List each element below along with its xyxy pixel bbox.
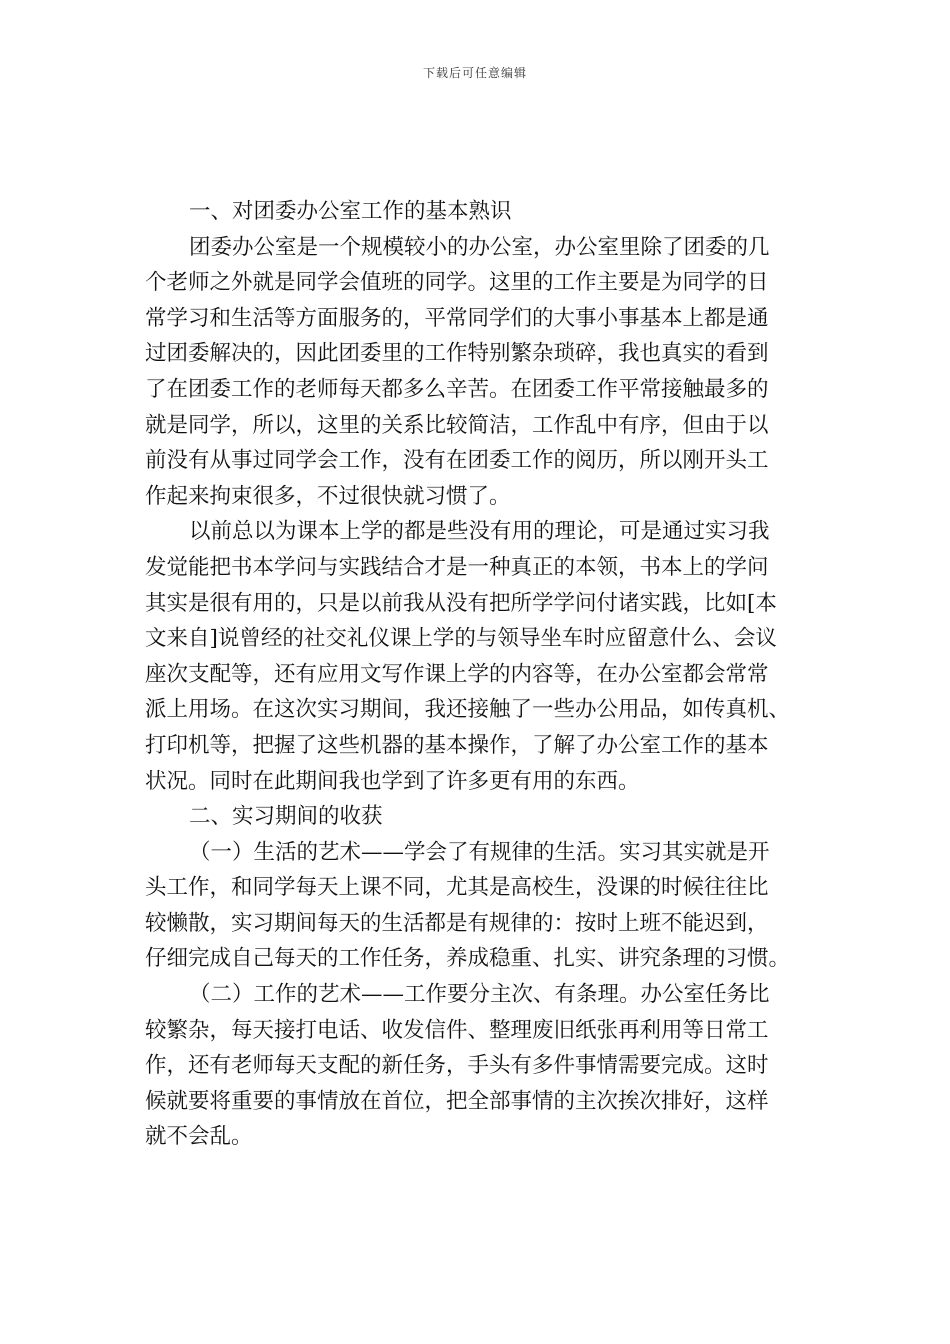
paragraph-line: 了在团委工作的老师每天都多么辛苦。在团委工作平常接触最多的 <box>145 376 769 402</box>
section-heading-2: 二、实习期间的收获 <box>189 804 383 830</box>
paragraph-line: 作起来拘束很多，不过很快就习惯了。 <box>145 483 511 509</box>
paragraph-line: 座次支配等，还有应用文写作课上学的内容等，在办公室都会常常 <box>145 661 769 687</box>
page-header: 下载后可任意编辑 <box>422 66 527 80</box>
paragraph-line: 作，还有老师每天支配的新任务，手头有多件事情需要完成。这时 <box>145 1053 769 1079</box>
paragraph-line: 过团委解决的，因此团委里的工作特别繁杂琐碎，我也真实的看到 <box>145 341 769 367</box>
paragraph-line: 派上用场。在这次实习期间，我还接触了一些办公用品，如传真机、 <box>145 697 791 723</box>
paragraph-line: 就不会乱。 <box>145 1124 253 1150</box>
paragraph-line: 文来自]说曾经的社交礼仪课上学的与领导坐车时应留意什么、会议 <box>145 626 777 652</box>
paragraph-line: 较繁杂，每天接打电话、收发信件、整理废旧纸张再利用等日常工 <box>145 1017 769 1043</box>
paragraph-line: 较懒散，实习期间每天的生活都是有规律的：按时上班不能迟到， <box>145 910 769 936</box>
paragraph-line: （二）工作的艺术——工作要分主次、有条理。办公室任务比 <box>189 982 770 1008</box>
paragraph-line: 前没有从事过同学会工作，没有在团委工作的阅历，所以刚开头工 <box>145 448 769 474</box>
paragraph-line: 常学习和生活等方面服务的，平常同学们的大事小事基本上都是通 <box>145 305 769 331</box>
paragraph-line: 就是同学，所以，这里的关系比较简洁，工作乱中有序，但由于以 <box>145 412 769 438</box>
paragraph-line: 其实是很有用的，只是以前我从没有把所学学问付诸实践，比如[本 <box>145 590 777 616</box>
paragraph-line: （一）生活的艺术——学会了有规律的生活。实习其实就是开 <box>189 839 770 865</box>
paragraph-line: 仔细完成自己每天的工作任务，养成稳重、扎实、讲究条理的习惯。 <box>145 946 791 972</box>
document-body <box>145 194 810 1155</box>
paragraph-line: 发觉能把书本学问与实践结合才是一种真正的本领，书本上的学问 <box>145 554 769 580</box>
paragraph-line: 团委办公室是一个规模较小的办公室，办公室里除了团委的几 <box>189 234 770 260</box>
paragraph-line: 状况。同时在此期间我也学到了许多更有用的东西。 <box>145 768 640 794</box>
paragraph-line: 个老师之外就是同学会值班的同学。这里的工作主要是为同学的日 <box>145 270 769 296</box>
section-heading-1: 一、对团委办公室工作的基本熟识 <box>189 199 512 224</box>
paragraph-line: 候就要将重要的事情放在首位，把全部事情的主次挨次排好，这样 <box>145 1088 769 1114</box>
paragraph-line: 以前总以为课本上学的都是些没有用的理论，可是通过实习我 <box>189 519 770 545</box>
paragraph-line: 头工作，和同学每天上课不同，尤其是高校生，没课的时候往往比 <box>145 875 769 901</box>
paragraph-line: 打印机等，把握了这些机器的基本操作，了解了办公室工作的基本 <box>145 732 769 758</box>
